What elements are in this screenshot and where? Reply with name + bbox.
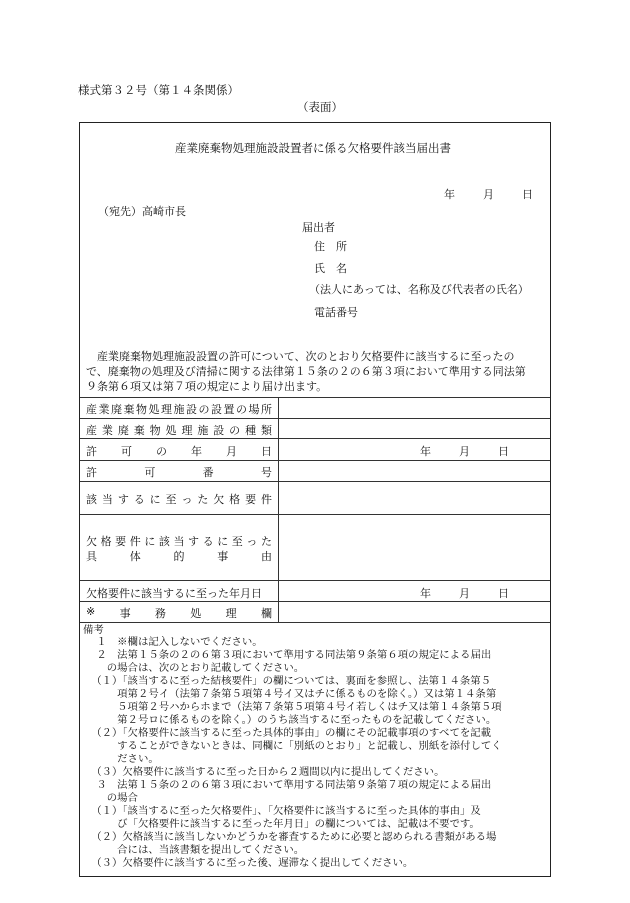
year-unit: 年: [444, 188, 455, 201]
remarks-line: （２）欠格該当に該当しないかどうかを審査するために必要と認められる書類がある場: [86, 831, 497, 843]
remarks-line: ３ 法第１５条の２の６第３項において準用する同法第９条第７項の規定による届出: [86, 779, 492, 791]
row-label-permit-date-char: 許: [86, 445, 97, 458]
table-rule: [80, 438, 550, 439]
row-label-type-char: 設: [213, 424, 225, 437]
remarks-line: （２）「欠格要件に該当するに至った具体的事由」の欄にその記載事項のすべてを記載: [86, 727, 492, 739]
row-label-permit-number-char: 番: [202, 466, 214, 479]
table-rule: [80, 481, 550, 482]
year-unit: 年: [420, 587, 431, 600]
month-unit: 月: [459, 445, 470, 458]
row-label-type-char: 処: [165, 424, 177, 437]
row-label-reason-line-2-char: 的: [173, 550, 185, 563]
address-label: 住 所: [314, 240, 347, 253]
row-label-permit-date: [86, 443, 272, 459]
applicant-heading: 届出者: [302, 221, 335, 234]
remarks-line: 項第２号イ（法第７条第５項第４号イ又はチに係るものを除く。）又は第１４条第: [86, 688, 497, 700]
remarks-line: ５項第２号ハからホまで（法第７条第５項第４号イ若しくはチ又は第１４条第５項: [86, 701, 502, 713]
row-label-location-char: 処: [148, 403, 160, 416]
row-label-location-char: 棄: [123, 403, 135, 416]
row-label-reason-line-1-char: に: [144, 535, 156, 548]
form-number: 様式第３２号（第１４条関係）: [78, 83, 239, 97]
remarks-line: することができないときは、同欄に「別紙のとおり」と記載し、別紙を添付してく: [86, 740, 502, 752]
row-label-permit-number-char: 可: [144, 466, 156, 479]
row-label-office-use-char: 処: [190, 607, 202, 620]
row-label-permit-number: [86, 464, 272, 480]
remarks-line: ださい。: [86, 753, 159, 765]
table-rule: [80, 418, 550, 419]
remarks-line: （３）欠格要件に該当するに至った後、遅滞なく提出してください。: [86, 857, 414, 869]
month-unit: 月: [459, 587, 470, 600]
row-label-disqualification: [86, 491, 272, 507]
remarks-line: （３）欠格要件に該当するに至った日から２週間以内に提出してください。: [86, 766, 445, 778]
row-label-reason-line-2-char: 事: [217, 550, 229, 563]
row-label-reason-line-1-char: っ: [246, 535, 258, 548]
row-label-reason-line-2: [86, 548, 272, 564]
table-rule: [80, 397, 550, 398]
row-label-disqualification-char: 当: [101, 493, 113, 506]
year-unit: 年: [420, 445, 431, 458]
row-label-location-char: の: [236, 403, 247, 416]
statement-line-3: ９条第６項又は第７項の規定により届け出ます。: [86, 380, 328, 393]
row-label-type-char: 理: [181, 424, 193, 437]
table-row: [86, 443, 272, 459]
statement-line-2: で、廃棄物の処理及び清掃に関する法律第１５条の２の６第３項において準用する同法第: [86, 365, 526, 378]
row-label-location-char: 産: [86, 403, 97, 416]
day-unit: 日: [498, 445, 509, 458]
disqualification-date-cell: [420, 585, 509, 601]
row-label-reason-line-1-char: 件: [129, 535, 141, 548]
table-row: [86, 401, 272, 417]
row-label-disqualification-char: 要: [245, 493, 257, 506]
table-row: [86, 491, 272, 507]
statement-line-1: 産業廃棄物処理施設設置の許可について、次のとおり欠格要件に該当するに至ったの: [86, 350, 515, 363]
table-row: [86, 422, 272, 438]
row-label-location-char: 設: [186, 403, 197, 416]
row-label-office-use: [86, 605, 272, 621]
remarks-line: １ ※欄は記入しないでください。: [86, 636, 263, 648]
row-label-reason-line-2-char: 具: [86, 550, 97, 563]
row-label-permit-date-char: の: [156, 445, 167, 458]
row-label-reason-line-1-char: 要: [115, 535, 127, 548]
remarks-line: 合には、当該書類を提出してください。: [86, 844, 305, 856]
addressee: （宛先）高崎市長: [98, 205, 186, 218]
row-label-location: [86, 401, 272, 417]
remarks-line: の場合は、次のとおり記載してください。: [86, 662, 305, 674]
day-unit: 日: [498, 587, 509, 600]
row-label-type-char: 物: [149, 424, 161, 437]
row-label-type-char: 棄: [133, 424, 145, 437]
row-label-permit-number-char: 許: [86, 466, 97, 479]
row-label-reason-line-1-char: 格: [100, 535, 112, 548]
table-row: [86, 585, 272, 601]
row-label-type-char: の: [229, 424, 241, 437]
row-label-location-char: 理: [161, 403, 172, 416]
row-label-disqualification-char: た: [197, 493, 209, 506]
row-label-type-char: 種: [245, 424, 257, 437]
row-label-office-use-char: 欄: [260, 607, 272, 620]
row-label-office-use-char: 事: [119, 607, 131, 620]
table-rule: [80, 622, 550, 623]
remarks-line: の場合: [86, 792, 138, 804]
row-label-reason-line-1-char: に: [217, 535, 229, 548]
table-row: [86, 605, 272, 621]
row-label-reason-line-1-char: 当: [173, 535, 185, 548]
row-label-type-char: 施: [197, 424, 209, 437]
row-label-type-char: 産: [86, 424, 97, 437]
row-label-location-char: 置: [223, 403, 235, 416]
row-label-reason-line-2-char: 由: [261, 550, 272, 563]
row-label-disqualification-char: す: [117, 493, 129, 506]
row-label-location-char: の: [198, 403, 210, 416]
row-label-permit-date-char: 可: [121, 445, 132, 458]
month-unit: 月: [483, 188, 494, 201]
row-label-permit-date-char: 年: [191, 445, 202, 458]
row-label-reason-line-1-char: 該: [158, 535, 170, 548]
table-row: [86, 464, 272, 480]
row-label-disqualification-char: 該: [86, 493, 97, 506]
row-label-location-char: 廃: [111, 403, 122, 416]
name-label: 氏 名: [314, 262, 347, 275]
row-label-disqualification-char: 格: [229, 493, 241, 506]
row-label-disqualification-char: 件: [260, 493, 272, 506]
row-label-disqualification-char: っ: [181, 493, 193, 506]
row-label-location-char: 施: [173, 403, 185, 416]
form-title: 産業廃棄物処理施設設置者に係る欠格要件該当届出書: [175, 141, 451, 155]
row-label-office-use-char: ※: [86, 605, 96, 618]
remarks-heading: 備考: [83, 624, 104, 636]
row-label-reason-line-1-char: た: [260, 535, 272, 548]
day-unit: 日: [522, 188, 533, 201]
corporate-note: （法人にあっては、名称及び代表者の氏名）: [309, 283, 529, 296]
table-rule: [80, 460, 550, 461]
row-label-disqualification-char: る: [133, 493, 145, 506]
row-label-disqualification-char: に: [149, 493, 161, 506]
row-label-location-char: 場: [248, 403, 260, 416]
phone-label: 電話番号: [314, 306, 358, 319]
table-divider: [278, 397, 279, 622]
row-label-type-char: 業: [101, 424, 113, 437]
remarks-line: ２ 法第１５条の２の６第３項において準用する同法第９条第６項の規定による届出: [86, 649, 492, 661]
table-rule: [80, 514, 550, 515]
row-label-location-char: 物: [136, 403, 147, 416]
row-label-office-use-char: 務: [154, 607, 166, 620]
row-label-reason-line-1-char: る: [202, 535, 214, 548]
row-label-reason-line-1-char: 至: [231, 535, 243, 548]
row-label-reason-line-1-char: す: [188, 535, 200, 548]
table-row: [86, 533, 272, 549]
row-label-reason-line-1: [86, 533, 272, 549]
row-label-office-use-char: 理: [225, 607, 237, 620]
row-label-permit-number-char: 号: [260, 466, 272, 479]
row-label-disqualification-char: 欠: [213, 493, 225, 506]
table-row: [86, 548, 272, 564]
table-rule: [80, 601, 550, 602]
row-label-location-char: 業: [98, 403, 110, 416]
row-label-location-char: 所: [261, 403, 272, 416]
row-label-type-char: 廃: [117, 424, 129, 437]
permit-date-cell: [420, 443, 509, 459]
remarks-line: 第２号ロに係るものを除く。）のうち該当するに至ったものを記載してください。: [86, 714, 497, 726]
row-label-reason-line-1-char: 欠: [86, 535, 97, 548]
row-label-type: [86, 422, 272, 438]
remarks-line: （１）「該当するに至った欠格要件」、「欠格要件に該当するに至った具体的事由」及: [86, 805, 481, 817]
table-rule: [80, 580, 550, 581]
row-label-disqualification-char: 至: [165, 493, 177, 506]
submission-date: [444, 186, 533, 202]
row-label-location-char: 設: [211, 403, 222, 416]
row-label-reason-line-2-char: 体: [129, 550, 141, 563]
row-label-permit-date-char: 月: [226, 445, 237, 458]
side-label: （表面）: [297, 100, 343, 114]
remarks-line: び「欠格要件に該当するに至った年月日」の欄については、記載は不要です。: [86, 818, 480, 830]
remarks-line: （１）「該当するに至った結核要件」の欄については、裏面を参照し、法第１４条第５: [86, 675, 492, 687]
row-label-type-char: 類: [260, 424, 272, 437]
row-label-permit-date-char: 日: [261, 445, 272, 458]
row-label-disqualification-date: 欠格要件に該当するに至った年月日: [86, 587, 262, 600]
